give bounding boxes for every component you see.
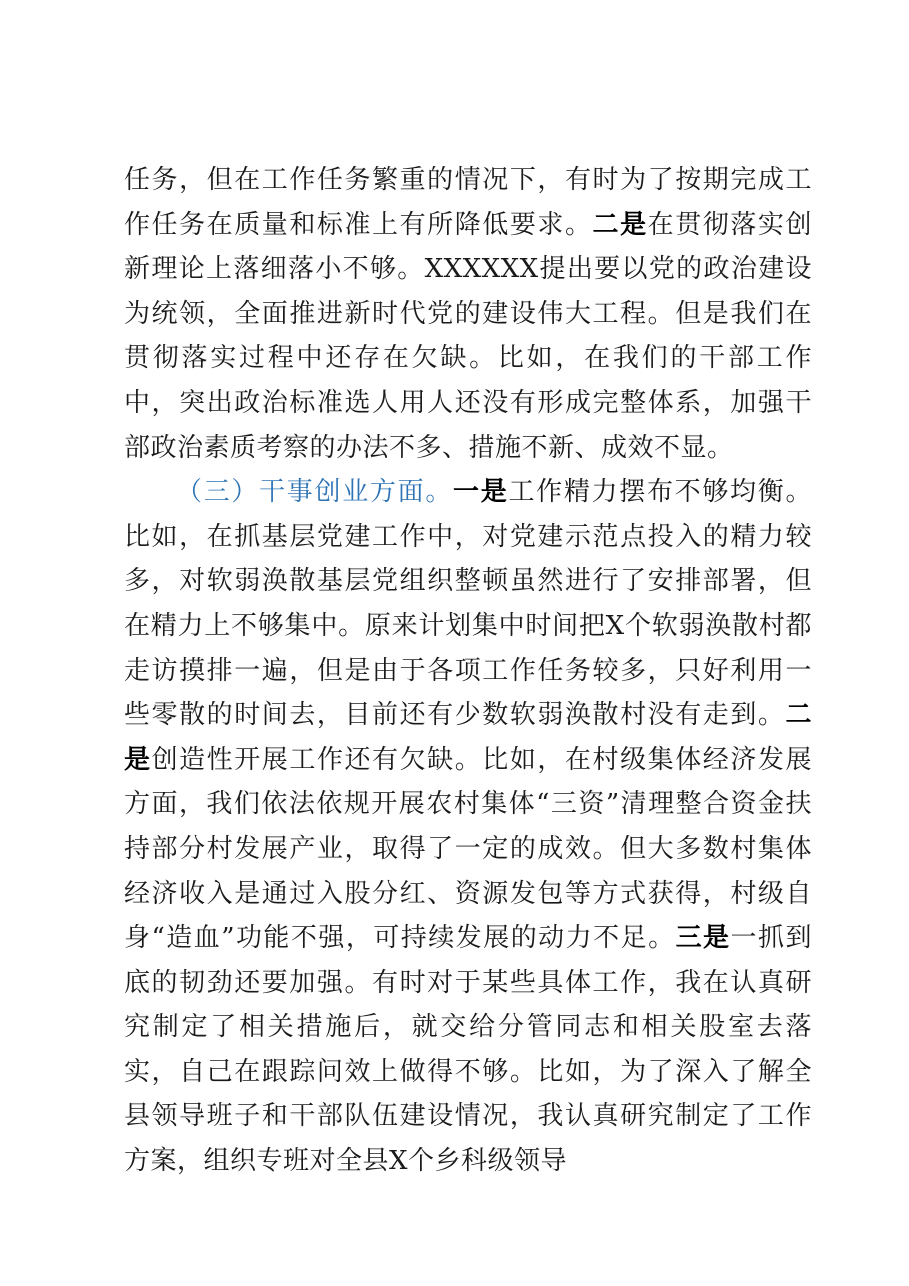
emphasis-marker: 二是 bbox=[124, 700, 812, 775]
emphasis-marker: 一是 bbox=[453, 477, 509, 508]
text-run: 工作精力摆布不够均衡。比如，在抓基层党建工作中，对党建示范点投入的精力较多，对软弱涣散基层党组织整顿虽然进行了安排部署，但在精力上不够集中。原来计划集中时间把X个软弱涣散村都走访摸排一遍，但是由于各项工作任务较多，只好利用一些零散的时间去，目前还有少数软弱涣散村没有走到。 bbox=[124, 477, 812, 731]
text-run: 在贯彻落实创新理论上落细落小不够。XXXXXX提出要以党的政治建设为统领，全面推进新时代党的建设伟大工程。但是我们在贯彻落实过程中还存在欠缺。比如，在我们的干部工作中，突出政治标准选人用人还没有形成完整体系，加强干部政治素质考察的办法不多、措施不新、成效不显。 bbox=[124, 209, 812, 463]
paragraph-continuation bbox=[124, 158, 812, 470]
text-run: 一抓到底的韧劲还要加强。有时对于某些具体工作，我在认真研究制定了相关措施后，就交给分管同志和相关股室去落实，自己在跟踪问效上做得不够。比如，为了深入了解全县领导班子和干部队伍建设情况，我认真研究制定了工作方案，组织专班对全县X个乡科级领导 bbox=[124, 923, 812, 1177]
text-run: 任务，但在工作任务繁重的情况下，有时为了按期完成工作任务在质量和标准上有所降低要求。 bbox=[124, 165, 812, 240]
emphasis-marker: 三是 bbox=[675, 923, 731, 954]
paragraph-section-three bbox=[124, 470, 812, 1184]
text-run: 创造性开展工作还有欠缺。比如，在村级集体经济发展方面，我们依法依规开展农村集体“三资”清理整合资金扶持部分村发展产业，取得了一定的成效。但大多数村集体经济收入是通过入股分红、资源发包等方式获得，村级自身“造血”功能不强，可持续发展的动力不足。 bbox=[124, 744, 812, 954]
emphasis-marker: 二是 bbox=[592, 209, 648, 240]
document-body bbox=[124, 158, 812, 1184]
section-heading: （三）干事创业方面。 bbox=[176, 477, 454, 508]
